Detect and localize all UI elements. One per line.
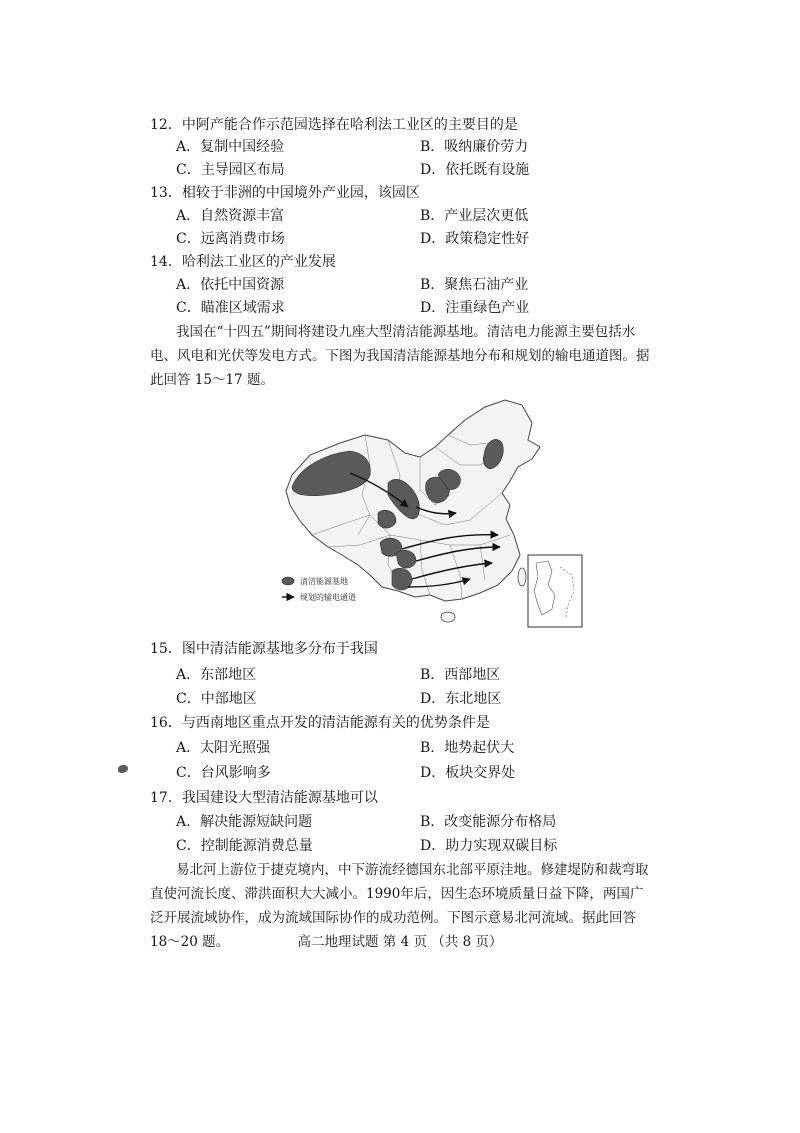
passage-elbe-river-text: 易北河上游位于捷克境内，中下游流经德国东北部平原洼地。修建堤防和裁弯取直使河流长度、滞洪面积大大减小。1990年后，因生态环境质量日益下降，两国广泛开展流域协作，成为流域国际协作的成功范例。下图示意易北河流域。据此回答 18～20 题。 (150, 862, 649, 950)
question-15-option-c: C．中部地区 (176, 691, 257, 707)
question-15-stem: 15．图中清洁能源基地多分布于我国 (150, 641, 378, 657)
question-16-stem: 16．与西南地区重点开发的清洁能源有关的优势条件是 (150, 715, 490, 731)
taiwan-island (518, 568, 526, 586)
legend-channel-label: 规划的输电通道 (300, 593, 356, 602)
legend-base-swatch (282, 577, 294, 585)
question-16-option-b: B．地势起伏大 (420, 740, 515, 756)
question-17-option-c: C．控制能源消费总量 (176, 838, 313, 854)
question-13-option-a: A．自然资源丰富 (176, 208, 285, 224)
question-16-option-a: A．太阳光照强 (176, 740, 271, 756)
question-14-option-b: B．聚焦石油产业 (420, 277, 529, 293)
question-13-stem: 13．相较于非洲的中国境外产业园，该园区 (150, 185, 420, 201)
question-17-stem: 17．我国建设大型清洁能源基地可以 (150, 790, 378, 806)
question-14-stem: 14．哈利法工业区的产业发展 (150, 254, 336, 270)
question-16-option-c: C．台风影响多 (176, 765, 271, 781)
map-figure (270, 395, 590, 635)
question-12-option-a: A．复制中国经验 (176, 139, 285, 155)
question-14-option-a: A．依托中国资源 (176, 277, 285, 293)
question-17-option-b: B．改变能源分布格局 (420, 814, 557, 830)
question-13-option-d: D．政策稳定性好 (420, 231, 530, 247)
hainan-island (441, 612, 455, 622)
question-15-option-d: D．东北地区 (420, 691, 502, 707)
question-15-option-a: A．东部地区 (176, 667, 257, 683)
china-clean-energy-map (270, 395, 590, 635)
passage-clean-energy (150, 320, 650, 392)
question-17-option-d: D．助力实现双碳目标 (420, 838, 558, 854)
page-footer: 高二地理试题 第 4 页 （共 8 页） (297, 934, 503, 950)
question-12-option-c: C．主导园区布局 (176, 162, 285, 178)
question-12-stem: 12．中阿产能合作示范园选择在哈利法工业区的主要目的是 (150, 117, 518, 133)
ink-smudge (118, 765, 128, 773)
question-17-option-a: A．解决能源短缺问题 (176, 814, 313, 830)
passage-clean-energy-text: 我国在“十四五”期间将建设九座大型清洁能源基地。清洁电力能源主要包括水电、风电和光伏等发电方式。下图为我国清洁能源基地分布和规划的输电通道图。据此回答 15～17 题。 (150, 324, 650, 388)
question-13-option-b: B．产业层次更低 (420, 208, 529, 224)
question-13-option-c: C．远离消费市场 (176, 231, 285, 247)
question-14-option-d: D．注重绿色产业 (420, 300, 530, 316)
legend-base-label: 清洁能源基地 (300, 577, 348, 586)
question-16-option-d: D．板块交界处 (420, 765, 516, 781)
question-12-option-d: D．依托既有设施 (420, 162, 530, 178)
question-12-option-b: B．吸纳廉价劳力 (420, 139, 529, 155)
question-14-option-c: C．瞄准区域需求 (176, 300, 285, 316)
question-15-option-b: B．西部地区 (420, 667, 501, 683)
